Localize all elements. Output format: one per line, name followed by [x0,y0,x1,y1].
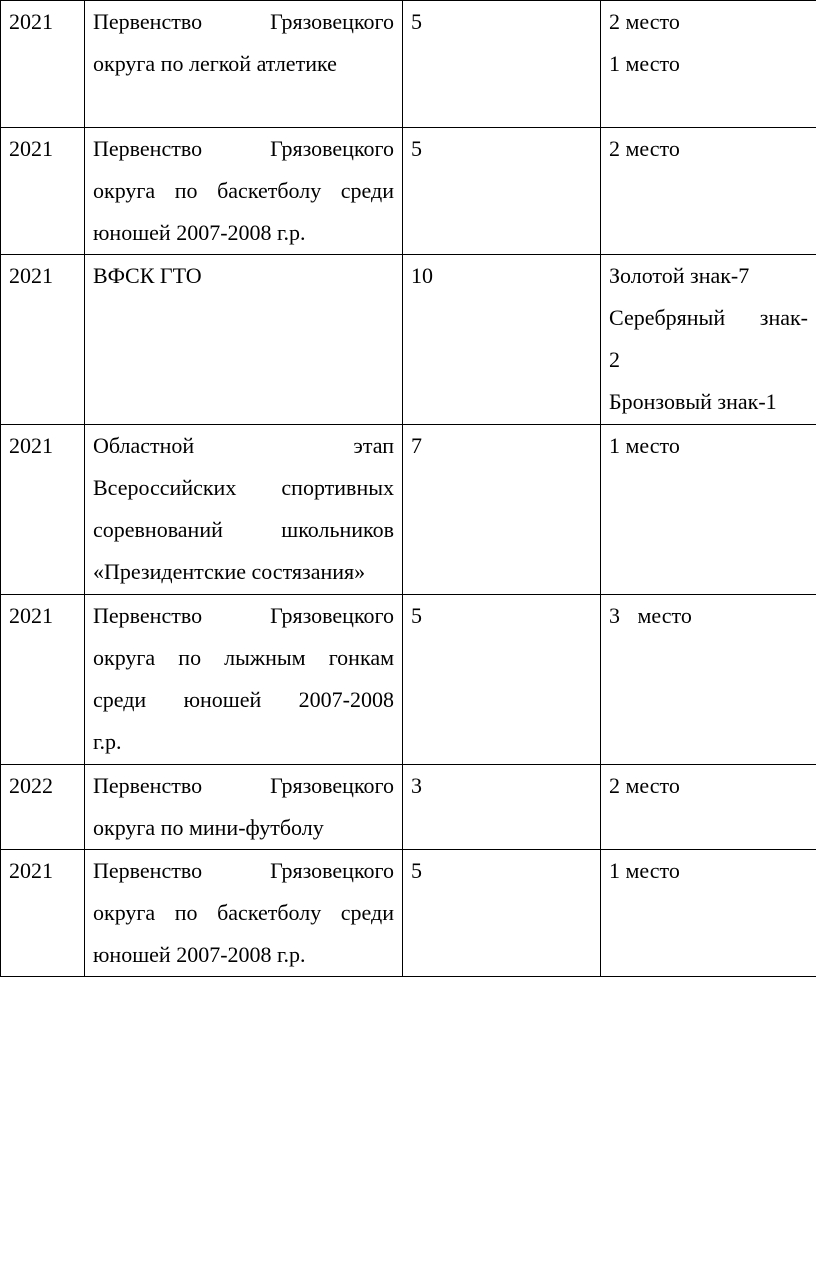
result-line: 2 место [609,136,680,161]
event-line: округа по мини-футболу [93,815,324,840]
event-line: Первенство Грязовецкого [93,603,394,628]
table-row [1,128,816,255]
event-line: юношей 2007-2008 г.р. [93,942,306,967]
table-row [1,1,816,128]
result-line: Бронзовый знак-1 [609,389,777,414]
result-line: 1 место [609,858,680,883]
result-cell [601,128,816,255]
event-cell [85,850,403,977]
result-cell [601,595,816,765]
result-line: 3 место [609,603,692,628]
result-cell [601,1,816,128]
table-row [1,595,816,765]
event-line: юношей 2007-2008 г.р. [93,220,306,245]
result-cell [601,255,816,425]
table-row [1,850,816,977]
year-cell: 2021 [1,1,85,128]
event-line: Всероссийских спортивных [93,475,394,500]
event-line: Областной этап [93,433,394,458]
event-cell [85,1,403,128]
year-cell: 2021 [1,128,85,255]
result-cell [601,850,816,977]
table-row [1,255,816,425]
participants-cell: 5 [403,1,601,128]
table-row [1,765,816,850]
result-line: Золотой знак-7 [609,263,750,288]
event-cell [85,595,403,765]
result-cell [601,765,816,850]
participants-cell: 5 [403,128,601,255]
event-line: округа по лыжным гонкам [93,645,394,670]
participants-cell: 5 [403,850,601,977]
year-cell: 2022 [1,765,85,850]
result-line: 2 место [609,773,680,798]
event-cell [85,255,403,425]
year-cell: 2021 [1,255,85,425]
year-cell: 2021 [1,425,85,595]
event-line: среди юношей 2007-2008 [93,687,394,712]
result-cell [601,425,816,595]
event-line: округа по легкой атлетике [93,51,337,76]
event-cell [85,128,403,255]
event-cell [85,425,403,595]
table-row [1,425,816,595]
event-line: округа по баскетболу среди [93,178,394,203]
result-line: 2 место [609,9,680,34]
result-line: 1 место [609,51,680,76]
event-line: «Президентские состязания» [93,559,366,584]
result-line: 2 [609,347,620,372]
event-line: ВФСК ГТО [93,263,202,288]
event-line: г.р. [93,729,122,754]
year-cell: 2021 [1,595,85,765]
result-line: Серебряный знак- [609,305,808,330]
participants-cell: 3 [403,765,601,850]
event-line: Первенство Грязовецкого [93,858,394,883]
event-line: округа по баскетболу среди [93,900,394,925]
event-cell [85,765,403,850]
event-line: соревнований школьников [93,517,394,542]
result-line: 1 место [609,433,680,458]
participants-cell: 5 [403,595,601,765]
event-line: Первенство Грязовецкого [93,136,394,161]
participants-cell: 7 [403,425,601,595]
participants-cell: 10 [403,255,601,425]
year-cell: 2021 [1,850,85,977]
event-line: Первенство Грязовецкого [93,9,394,34]
event-line: Первенство Грязовецкого [93,773,394,798]
